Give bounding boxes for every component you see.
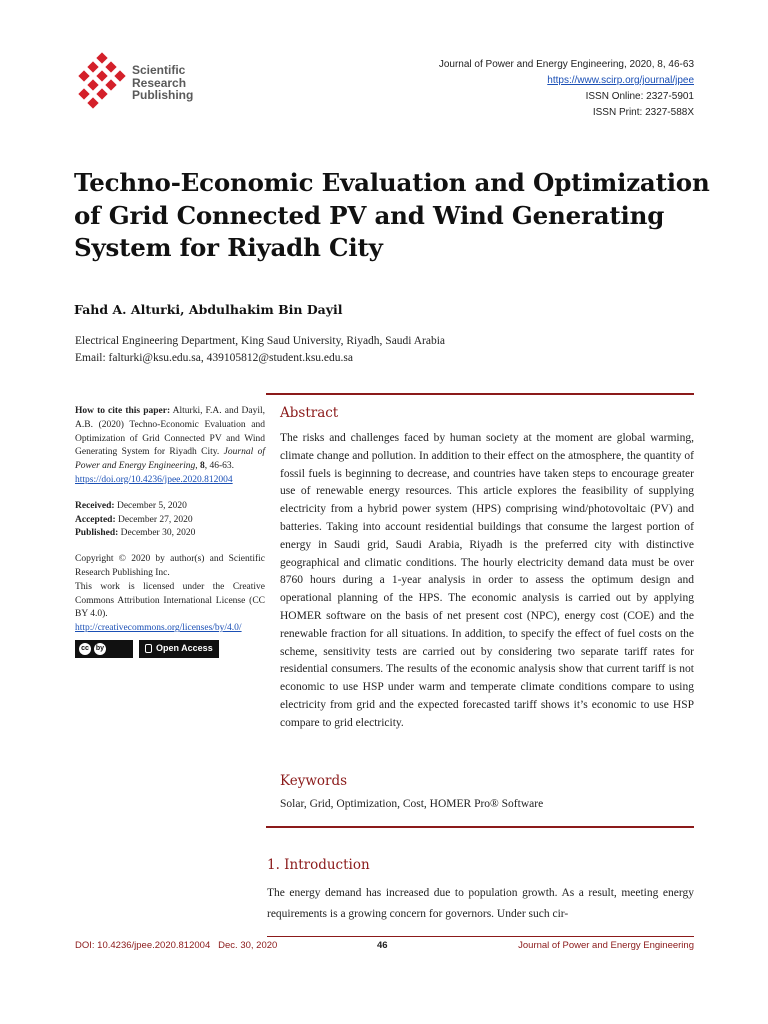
cc-by-badge[interactable] — [75, 640, 133, 658]
article-title: Techno-Economic Evaluation and Optimization of Grid Connected PV and Wind Generating System for Riyadh City — [74, 168, 710, 262]
publisher-logo — [74, 52, 204, 112]
keywords-bottom-rule — [266, 826, 694, 828]
journal-url-link[interactable]: https://www.scirp.org/journal/jpee — [547, 75, 694, 86]
footer-rule — [267, 936, 694, 937]
article-authors: Fahd A. Alturki, Abdulhakim Bin Dayil — [74, 302, 343, 317]
published-label: Published: — [75, 528, 119, 539]
accepted-label: Accepted: — [75, 514, 116, 525]
introduction-text: The energy demand has increased due to population growth. As a result, meeting energy requirements is a growing concern for governors. Under such cir- — [267, 887, 694, 920]
published-value: December 30, 2020 — [118, 528, 196, 539]
received-value: December 5, 2020 — [114, 500, 187, 511]
cite-text: Alturki, F.A. and Dayil, A.B. (2020) Techno-Economic Evaluation and Optimization of Grid Connected PV and Wind Generating System for Riyadh City. — [75, 406, 265, 458]
by-icon: by — [94, 643, 106, 655]
issn-online: ISSN Online: 2327-5901 — [585, 91, 694, 102]
publisher-name — [132, 64, 193, 102]
open-lock-icon — [145, 644, 152, 653]
journal-info — [439, 57, 694, 121]
page-number: 46 — [377, 940, 388, 951]
author-affiliation — [75, 333, 445, 367]
cite-volume: 8 — [199, 461, 205, 472]
cite-label: How to cite this paper: — [75, 406, 171, 416]
license-badges — [75, 640, 265, 658]
cite-doi-link[interactable]: https://doi.org/10.4236/jpee.2020.812004 — [75, 474, 233, 485]
accepted-date — [75, 514, 265, 528]
abstract-top-rule — [266, 393, 694, 395]
footer-doi-date — [75, 940, 277, 951]
diamond-grid-logo-icon — [74, 52, 132, 112]
publisher-line-1: Scientific — [132, 63, 186, 77]
left-sidebar — [75, 405, 265, 658]
author-email: Email: falturki@ksu.edu.sa, 439105812@student.ksu.edu.sa — [75, 352, 353, 364]
license-link[interactable]: http://creativecommons.org/licenses/by/4.0/ — [75, 623, 242, 634]
cite-pages: , 46-63. — [204, 461, 235, 472]
received-label: Received: — [75, 500, 115, 511]
open-access-badge[interactable] — [139, 640, 219, 658]
copyright-notice: Copyright © 2020 by author(s) and Scientific Research Publishing Inc. — [75, 554, 265, 578]
footer-journal: Journal of Power and Energy Engineering — [518, 940, 694, 951]
cite-vol-sep: , — [195, 461, 200, 472]
footer-doi: DOI: 10.4236/jpee.2020.812004 — [75, 940, 211, 951]
issn-print: ISSN Print: 2327-588X — [592, 107, 694, 118]
keywords-text: Solar, Grid, Optimization, Cost, HOMER Pro® Software — [280, 798, 544, 810]
journal-citation-line: Journal of Power and Energy Engineering, 2020, 8, 46-63 — [438, 59, 694, 70]
abstract-text: The risks and challenges faced by human society at the moment are global warming, climate change and pollution. In addition to their effect on the atmosphere, the quantity of fossil fuels is beginning to decrease, and countries have taken steps to encourage greater use of renewable energy resources. This article explores the feasibility of supplying electricity from a hybrid power system (HPS) comprising wind/photovoltaic (PV) and batteries. Taking into account residential buildings that consume the largest portion of energy in Saudi grid, Saudi Arabia, Riyadh is the preferred city with distinctive geographical and climatic conditions. The hourly electricity demand data must be over 8760 hours during a 1-year analysis in order to assess the optimum design and operational planning of the HPS. The economic analysis is carried out by applying HOMER software on the basis of net present cost (NPC), energy cost (COE) and the renewable fraction for all situations. In addition, to specify the effect of fuel costs on the scheme, sensitivity tests are carried out by considering two separate tariff rates for residential consumers. The results of the economic analysis show that current tariff is not economic to use HSP under warm and temperate climate conditions compare to using electricity from grid and the expected forecasted tariff shows it’s economic to use HSP compare to grid electricity. — [280, 432, 694, 729]
introduction-heading: 1. Introduction — [267, 857, 370, 873]
footer-date: Dec. 30, 2020 — [218, 940, 278, 951]
license-notice: This work is licensed under the Creative Commons Attribution International License (CC BY 4.0). — [75, 581, 265, 620]
publisher-line-3: Publishing — [132, 88, 194, 102]
cite-journal: Journal of Power and Energy Engineering — [75, 447, 265, 472]
publisher-line-2: Research — [132, 75, 187, 90]
page-footer — [75, 940, 694, 954]
open-access-label: Open Access — [156, 643, 213, 654]
published-date — [75, 527, 265, 541]
accepted-value: December 27, 2020 — [115, 514, 193, 525]
received-date — [75, 500, 265, 514]
keywords-heading: Keywords — [280, 773, 348, 789]
cc-icon: cc — [79, 643, 91, 655]
abstract-heading: Abstract — [280, 405, 339, 421]
how-to-cite — [75, 405, 265, 488]
affiliation-text: Electrical Engineering Department, King Saud University, Riyadh, Saudi Arabia — [75, 335, 446, 347]
